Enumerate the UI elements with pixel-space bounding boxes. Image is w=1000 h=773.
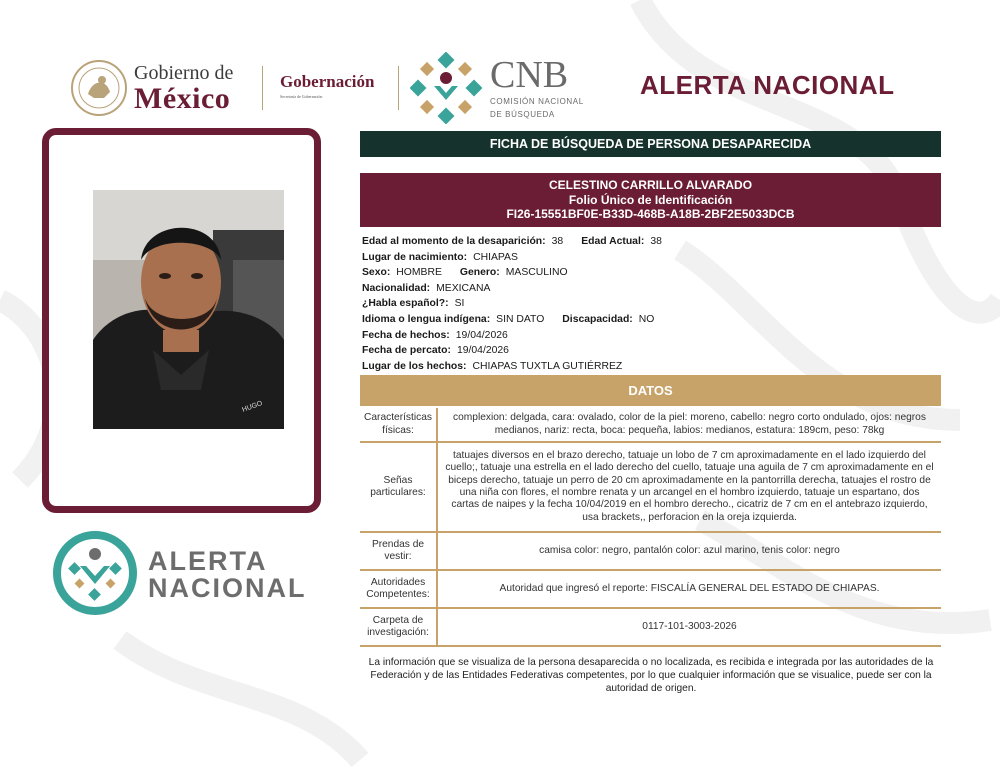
cnb-acronym: CNB [490,54,569,96]
folio-label: Folio Único de Identificación [568,192,733,207]
discapacidad-label: Discapacidad: [562,313,633,325]
header-divider [398,66,399,110]
datos-key: Señas particulares: [360,442,437,532]
wordmark-line-1: ALERTA [148,546,268,576]
info-row-lugar-nacimiento [362,250,940,266]
gobierno-de-mexico-logo [134,62,233,114]
person-photo [93,190,284,429]
genero-label: Genero: [459,267,500,279]
edad-desaparicion-value: 38 [551,236,564,247]
info-row-edad [362,234,940,250]
alerta-nacional-logo-icon [52,530,138,616]
fecha-percato-label: Fecha de percato: [362,345,451,357]
nacionalidad-label: Nacionalidad: [362,282,431,294]
gobernacion-title: Gobernación [280,72,375,91]
folio-number: FI26-15551BF0E-B33D-468B-A18B-2BF2E5033DCB [506,207,795,221]
person-name: CELESTINO CARRILLO ALVARADO [548,178,753,192]
datos-value: tatuajes diversos en el brazo derecho, tatuaje un lobo de 7 cm aproximadamente en el lado izquierdo del cuello;, tatuaje una estrella en el lado derecho del cuello, tatuaje una aguila de 7 cm aproximadamente en el biceps derecho, tatuaje un perro de 20 cm aproximadamente en la pantorrilla derecha, tatuajes el rostro de una niña con flores, el nombre renata y un arcangel en el hombro izquierdo, tatuaje un espartano, dos cartas de naipes y la fecha 10/04/2019 en el hombro derecho., cicatriz de 7 cm en el antebrazo izquierdo, usa brackets,, perforacion en la oreja izquierda. [437,442,941,532]
habla-espanol-label: ¿Habla español?: [362,298,449,310]
fecha-hechos-label: Fecha de hechos: [362,329,450,341]
person-info [362,234,940,374]
info-row-fecha-hechos [362,328,940,344]
nacionalidad-value: MEXICANA [436,282,491,294]
info-row-fecha-percato [362,343,940,359]
lugar-hechos-value: CHIAPAS TUXTLA GUTIÉRREZ [472,360,623,372]
edad-actual-label: Edad Actual: [581,236,645,247]
table-row [360,442,941,532]
datos-key: Carpeta de investigación: [360,608,437,646]
info-row-habla [362,296,940,312]
cnb-subtitle-2: DE BÚSQUEDA [490,110,555,119]
table-row [360,408,941,442]
idioma-value: SIN DATO [496,313,545,325]
sexo-label: Sexo: [362,267,391,279]
info-row-lugar-hechos [362,359,940,375]
person-name-box [360,173,941,227]
gobierno-line: Gobierno de [134,62,234,84]
datos-value: Autoridad que ingresó el reporte: FISCALÍA GENERAL DEL ESTADO DE CHIAPAS. [437,570,941,608]
idioma-label: Idioma o lengua indígena: [362,313,491,325]
header [70,54,930,122]
datos-value: camisa color: negro, pantalón color: azul marino, tenis color: negro [437,532,941,570]
habla-espanol-value: SI [454,298,465,310]
table-row [360,532,941,570]
gobernacion-logo [280,72,374,99]
fecha-hechos-value: 19/04/2026 [455,329,508,341]
info-row-nacionalidad [362,281,940,297]
ficha-title-bar: FICHA DE BÚSQUEDA DE PERSONA DESAPARECIDA [360,131,941,157]
coat-of-arms-icon [70,58,128,118]
header-divider [262,66,263,110]
discapacidad-value: NO [638,313,655,325]
fecha-percato-value: 19/04/2026 [456,345,509,357]
photo-frame [42,128,321,513]
info-row-idioma [362,312,940,328]
cnb-subtitle-1: COMISIÓN NACIONAL [490,97,584,106]
cnb-logo-icon [410,52,482,124]
datos-key: Características físicas: [360,408,437,442]
table-row [360,570,941,608]
lugar-nacimiento-label: Lugar de nacimiento: [362,251,468,263]
edad-desaparicion-label: Edad al momento de la desaparición: [362,236,546,247]
datos-value: complexion: delgada, cara: ovalado, color de la piel: moreno, cabello: negro corto ondulado, ojos: negros medianos, nariz: recta, boca: pequeña, labios: medianos, estatura: 189cm, peso: 78kg [437,408,941,442]
cnb-wordmark [490,56,584,120]
alerta-nacional-title: ALERTA NACIONAL [640,70,895,100]
table-row [360,608,941,646]
datos-key: Autoridades Competentes: [360,570,437,608]
mexico-line: México [134,82,231,115]
svg-text:HUGO: HUGO [241,400,264,414]
wordmark-line-2: NACIONAL [148,573,307,603]
alerta-nacional-wordmark [148,548,307,602]
datos-table [360,408,941,647]
datos-key: Prendas de vestir: [360,532,437,570]
sexo-value: HOMBRE [396,267,442,279]
datos-value: 0117-101-3003-2026 [437,608,941,646]
disclaimer-text: La información que se visualiza de la persona desaparecida o no localizada, es recibida e integrada por las autoridades de la Federación y de las Entidades Federativas competentes, por lo que cualquier información que se visualice, puede ser con la autoridad de origen. [368,657,934,694]
lugar-hechos-label: Lugar de los hechos: [362,360,467,372]
genero-value: MASCULINO [505,267,568,279]
info-row-sexo [362,265,940,281]
edad-actual-value: 38 [650,236,662,247]
lugar-nacimiento-value: CHIAPAS [473,251,518,263]
gobernacion-subtitle: Secretaría de Gobernación [280,94,323,99]
datos-title-bar: DATOS [360,375,941,406]
